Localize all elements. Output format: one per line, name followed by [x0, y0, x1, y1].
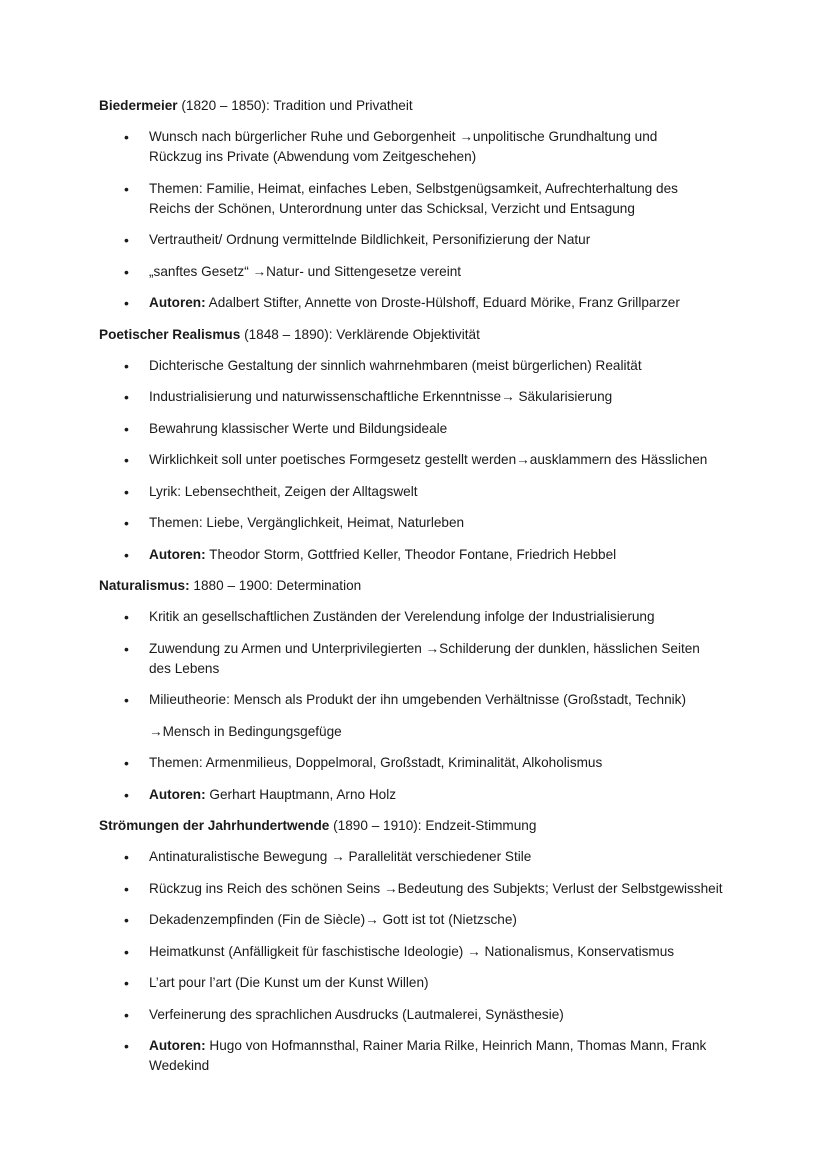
list-item-authors: • Autoren: Hugo von Hofmannsthal, Rainer Maria Rilke, Heinrich Mann, Thomas Mann, Frank Wedekind: [124, 1038, 707, 1073]
bullet-icon: •: [124, 609, 129, 625]
list-item: • Heimatkunst (Anfälligkeit für faschistische Ideologie) → Nationalismus, Konservatismus: [124, 943, 675, 960]
list-item: • L’art pour l’art (Die Kunst um der Kunst Willen): [124, 975, 429, 991]
section-subtitle: (1890 – 1910): Endzeit-Stimmung: [329, 818, 537, 833]
bullet-icon: •: [124, 880, 129, 897]
bullet-icon: •: [124, 975, 129, 991]
bullet-icon: •: [124, 943, 129, 960]
list-item: • Themen: Armenmilieus, Doppelmoral, Großstadt, Kriminalität, Alkoholismus: [124, 755, 603, 771]
list-item: • Wunsch nach bürgerlicher Ruhe und Geborgenheit →unpolitische Grundhaltung und Rückzug ins Private (Abwendung vom Zeitgeschehen): [124, 129, 658, 164]
list-item: • Rückzug ins Reich des schönen Seins →Bedeutung des Subjekts; Verlust der Selbstgewissheit: [124, 880, 723, 897]
bullet-icon: •: [124, 357, 129, 374]
list-item-authors: • Autoren: Adalbert Stifter, Annette von Droste-Hülshoff, Eduard Mörike, Franz Grillparzer: [124, 295, 680, 311]
bullet-icon: •: [124, 180, 129, 197]
list-item: • Bewahrung klassischer Werte und Bildungsideale: [124, 420, 448, 437]
list-item: • Milieutheorie: Mensch als Produkt der ihn umgebenden Verhältnisse (Großstadt, Technik): [124, 692, 686, 708]
bullet-list-poetischer-realismus: [99, 356, 739, 565]
bullet-icon: •: [124, 515, 129, 531]
bullet-icon: •: [124, 849, 129, 865]
section-subtitle: (1820 – 1850): Tradition und Privatheit: [177, 98, 413, 113]
bullet-icon: •: [124, 452, 129, 468]
bullet-icon: •: [124, 389, 129, 405]
bullet-list-stroemungen: [99, 847, 739, 1076]
list-item: • Dichterische Gestaltung der sinnlich wahrnehmbaren (meist bürgerlichen) Realität: [124, 357, 642, 374]
section-subtitle: (1848 – 1890): Verklärende Objektivität: [240, 326, 480, 342]
bullet-icon: •: [124, 640, 129, 657]
list-item-continuation: →Mensch in Bedingungsgefüge: [149, 723, 342, 739]
list-item-authors: • Autoren: Gerhart Hauptmann, Arno Holz: [124, 786, 397, 803]
bullet-icon: •: [124, 1006, 129, 1023]
bullet-icon: •: [124, 420, 129, 437]
list-item: • Zuwendung zu Armen und Unterprivilegierten →Schilderung der dunklen, hässlichen Seiten des Lebens: [124, 640, 700, 676]
section-heading-biedermeier: [99, 96, 739, 116]
document-page: [99, 96, 739, 1076]
bullet-list-biedermeier: [99, 127, 739, 313]
section-heading-stroemungen: [99, 816, 739, 836]
bullet-icon: •: [124, 483, 129, 500]
section-heading-naturalismus: [99, 576, 739, 596]
bullet-icon: •: [124, 912, 129, 928]
list-item: • Vertrautheit/ Ordnung vermittelnde Bildlichkeit, Personifizierung der Natur: [124, 232, 591, 248]
list-item: • Themen: Familie, Heimat, einfaches Leben, Selbstgenügsamkeit, Aufrechterhaltung des Reichs der Schönen, Unterordnung unter das Schicksal, Verzicht und Entsagung: [124, 180, 678, 216]
bullet-icon: •: [124, 263, 129, 280]
bullet-icon: •: [124, 786, 129, 803]
list-item-authors: • Autoren: Theodor Storm, Gottfried Keller, Theodor Fontane, Friedrich Hebbel: [124, 546, 617, 563]
bullet-icon: •: [124, 755, 129, 771]
list-item: • „sanftes Gesetz“ →Natur- und Sittengesetze vereint: [124, 263, 462, 280]
list-item: • Themen: Liebe, Vergänglichkeit, Heimat, Naturleben: [124, 515, 465, 531]
section-title: Naturalismus:: [99, 578, 190, 593]
bullet-icon: •: [124, 1038, 129, 1054]
section-title: Biedermeier: [99, 98, 178, 113]
list-item: • Industrialisierung und naturwissenschaftliche Erkenntnisse→ Säkularisierung: [124, 389, 613, 405]
list-item: • Verfeinerung des sprachlichen Ausdrucks (Lautmalerei, Synästhesie): [124, 1006, 564, 1023]
bullet-icon: •: [124, 129, 129, 145]
bullet-icon: •: [124, 692, 129, 708]
section-title: Strömungen der Jahrhundertwende: [99, 818, 330, 833]
bullet-list-naturalismus: [99, 607, 739, 805]
list-item: • Wirklichkeit soll unter poetisches Formgesetz gestellt werden→ausklammern des Hässlichen: [124, 452, 708, 468]
list-item: • Dekadenzempfinden (Fin de Siècle)→ Gott ist tot (Nietzsche): [124, 912, 517, 928]
bullet-icon: •: [124, 232, 129, 248]
list-item: • Kritik an gesellschaftlichen Zuständen der Verelendung infolge der Industrialisierung: [124, 609, 655, 625]
section-subtitle: 1880 – 1900: Determination: [189, 578, 362, 593]
bullet-icon: •: [124, 546, 129, 563]
bullet-icon: •: [124, 295, 129, 311]
list-item: • Lyrik: Lebensechtheit, Zeigen der Alltagswelt: [124, 483, 418, 500]
list-item: • Antinaturalistische Bewegung → Parallelität verschiedener Stile: [124, 849, 532, 865]
section-heading-poetischer-realismus: [99, 325, 739, 345]
section-title: Poetischer Realismus: [99, 326, 241, 342]
